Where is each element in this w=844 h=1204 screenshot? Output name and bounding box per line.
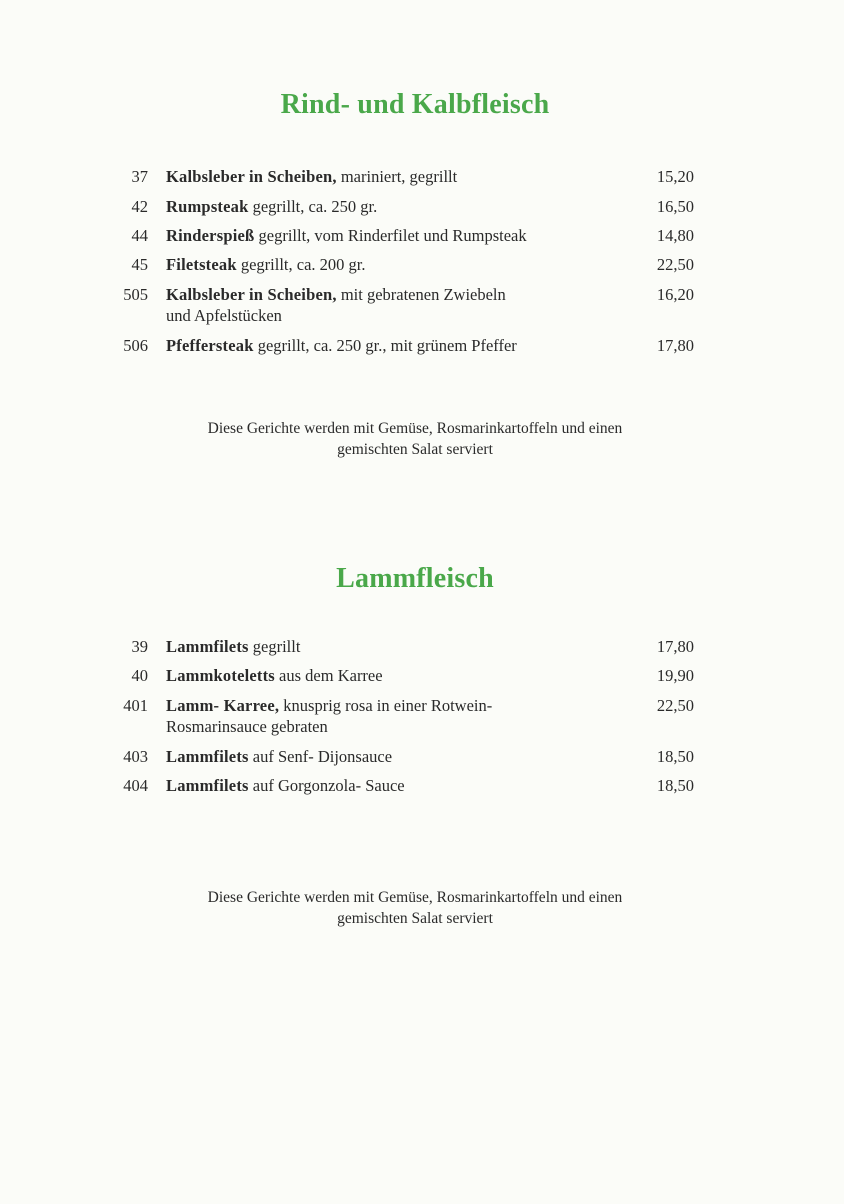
item-name: Rumpsteak <box>166 197 249 216</box>
item-detail: gegrillt, ca. 250 gr., mit grünem Pfeffer <box>253 336 517 355</box>
item-description <box>166 284 606 326</box>
note-line: gemischten Salat serviert <box>337 441 493 458</box>
item-price: 14,80 <box>656 226 694 245</box>
item-number: 45 <box>131 255 148 274</box>
item-name: Lammfilets <box>166 776 249 795</box>
item-name: Lammfilets <box>166 747 249 766</box>
item-description <box>166 166 606 187</box>
item-description <box>166 225 606 246</box>
item-price: 18,50 <box>656 776 694 795</box>
item-description <box>166 254 606 275</box>
item-detail: knusprig rosa in einer Rotwein- <box>279 696 493 715</box>
item-number: 42 <box>131 197 148 216</box>
item-detail: gegrillt, ca. 250 gr. <box>248 197 378 216</box>
item-number: 404 <box>123 776 148 795</box>
item-price: 19,90 <box>656 666 694 685</box>
item-number: 403 <box>123 747 148 766</box>
section-title-rind: Rind- und Kalbfleisch <box>280 89 550 120</box>
item-number: 505 <box>123 285 148 304</box>
item-detail: auf Gorgonzola- Sauce <box>248 776 405 795</box>
item-detail: mariniert, gegrillt <box>336 167 458 186</box>
item-detail: aus dem Karree <box>274 666 383 685</box>
item-detail: gegrillt, ca. 200 gr. <box>236 255 366 274</box>
item-name: Kalbsleber in Scheiben, <box>166 167 337 186</box>
item-number: 506 <box>123 336 148 355</box>
item-description <box>166 695 606 737</box>
note-line: Diese Gerichte werden mit Gemüse, Rosmarinkartoffeln und einen <box>207 420 623 437</box>
item-name: Lammfilets <box>166 637 249 656</box>
item-name: Rinderspieß <box>166 226 255 245</box>
item-description <box>166 665 606 686</box>
item-number: 44 <box>131 226 148 245</box>
item-price: 16,50 <box>656 197 694 216</box>
note-line: Diese Gerichte werden mit Gemüse, Rosmarinkartoffeln und einen <box>207 889 623 906</box>
item-description <box>166 746 606 767</box>
item-price: 22,50 <box>656 255 694 274</box>
item-description <box>166 636 606 657</box>
serving-note-lamm <box>0 887 830 929</box>
item-detail-continued: Rosmarinsauce gebraten <box>166 717 328 736</box>
note-line: gemischten Salat serviert <box>337 910 493 927</box>
item-price: 16,20 <box>656 285 694 304</box>
item-price: 17,80 <box>656 336 694 355</box>
item-number: 40 <box>131 666 148 685</box>
item-description <box>166 775 606 796</box>
item-detail: auf Senf- Dijonsauce <box>248 747 393 766</box>
item-name: Pfeffersteak <box>166 336 254 355</box>
section-title-lamm: Lammfleisch <box>336 563 494 594</box>
item-price: 15,20 <box>656 167 694 186</box>
item-detail: gegrillt <box>248 637 301 656</box>
item-price: 18,50 <box>656 747 694 766</box>
item-number: 37 <box>131 167 148 186</box>
item-name: Lamm- Karree, <box>166 696 280 715</box>
item-detail: gegrillt, vom Rinderfilet und Rumpsteak <box>254 226 527 245</box>
item-detail-continued: und Apfelstücken <box>166 306 282 325</box>
item-name: Lammkoteletts <box>166 666 275 685</box>
item-number: 401 <box>123 696 148 715</box>
item-price: 22,50 <box>656 696 694 715</box>
serving-note-rind <box>0 418 830 460</box>
item-description <box>166 196 606 217</box>
item-detail: mit gebratenen Zwiebeln <box>336 285 506 304</box>
item-number: 39 <box>131 637 148 656</box>
item-name: Filetsteak <box>166 255 237 274</box>
item-price: 17,80 <box>656 637 694 656</box>
item-name: Kalbsleber in Scheiben, <box>166 285 337 304</box>
item-description <box>166 335 606 356</box>
